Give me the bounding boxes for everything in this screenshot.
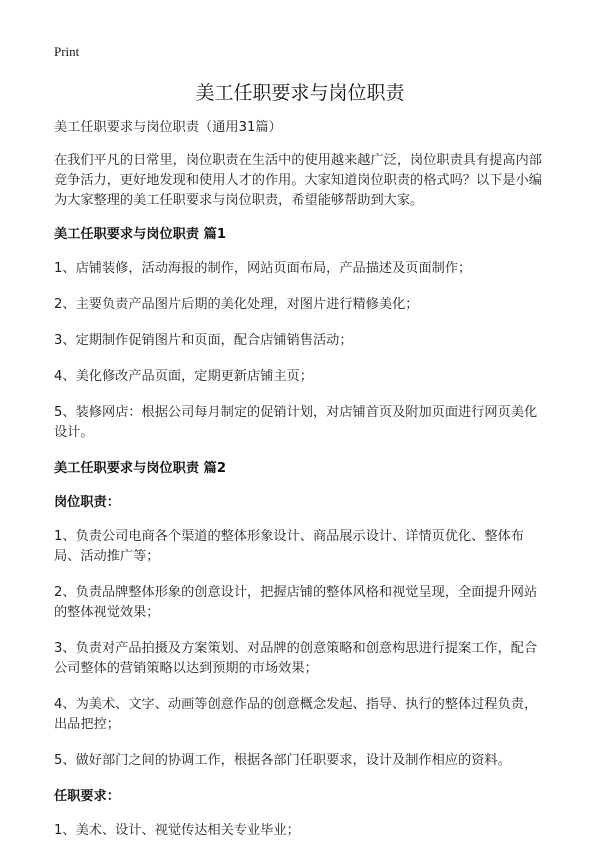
intro-paragraph: 在我们平凡的日常里，岗位职责在生活中的使用越来越广泛，岗位职责具有提高内部竞争活力，更好地发现和使用人才的作用。大家知道岗位职责的格式吗？以下是小编为大家整理的美工任职要求与岗位职责，希望能够帮助到大家。 — [54, 153, 542, 208]
list-item: 5、装修网店：根据公司每月制定的促销计划，对店铺首页及附加页面进行网页美化设计。 — [54, 405, 538, 440]
list-item: 4、美化修改产品页面，定期更新店铺主页； — [54, 369, 313, 384]
duties-heading: 岗位职责： — [54, 495, 120, 510]
list-item: 2、负责品牌整体形象的创意设计，把握店铺的整体风格和视觉呈现，全面提升网站的整体视觉效果； — [54, 585, 538, 620]
list-item: 1、店铺装修，活动海报的制作，网站页面布局，产品描述及页面制作； — [54, 261, 472, 276]
section-1-heading: 美工任职要求与岗位职责 篇1 — [54, 227, 227, 242]
article-subtitle: 美工任职要求与岗位职责（通用31篇） — [54, 120, 282, 135]
print-link[interactable]: Print — [54, 44, 80, 59]
list-item: 3、定期制作促销图片和页面，配合店铺销售活动； — [54, 333, 353, 348]
requirements-heading: 任职要求： — [54, 789, 120, 804]
article-body — [54, 118, 548, 857]
section-2-heading: 美工任职要求与岗位职责 篇2 — [54, 461, 227, 476]
page-title: 美工任职要求与岗位职责 — [195, 82, 405, 104]
list-item: 3、负责对产品拍摄及方案策划、对品牌的创意策略和创意构思进行提案工作，配合公司整体的营销策略以达到预期的市场效果； — [54, 641, 538, 676]
list-item: 5、做好部门之间的协调工作，根据各部门任职要求，设计及制作相应的资料。 — [54, 753, 511, 768]
list-item: 1、美术、设计、视觉传达相关专业毕业； — [54, 823, 300, 838]
list-item: 4、为美术、文字、动画等创意作品的创意概念发起、指导、执行的整体过程负责，出品把控； — [54, 697, 538, 732]
list-item: 2、主要负责产品图片后期的美化处理，对图片进行精修美化； — [54, 297, 419, 312]
list-item: 1、负责公司电商各个渠道的整体形象设计、商品展示设计、详情页优化、整体布局、活动推广等； — [54, 529, 524, 564]
